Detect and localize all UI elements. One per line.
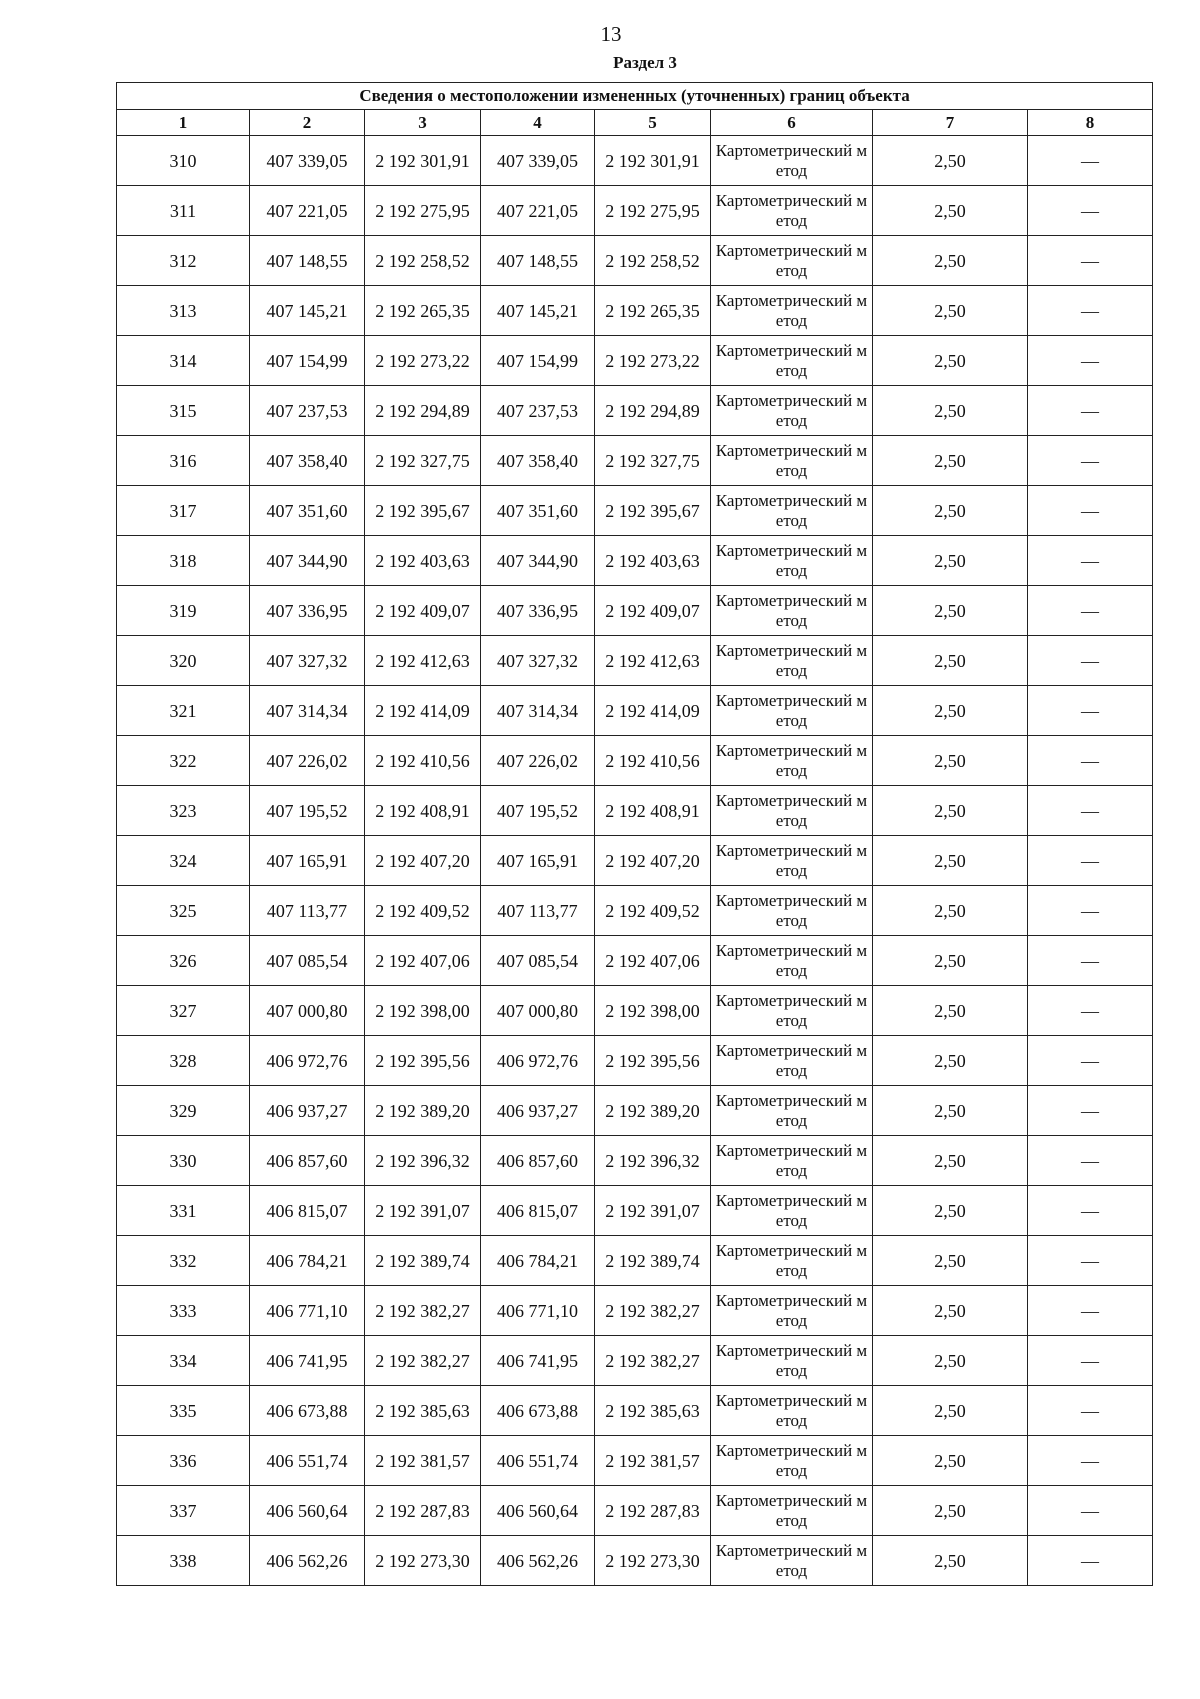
- x-existing-cell: 407 145,21: [250, 286, 365, 336]
- y-new-cell: 2 192 265,35: [595, 286, 711, 336]
- x-existing-cell: 407 154,99: [250, 336, 365, 386]
- y-existing-cell: 2 192 414,09: [365, 686, 481, 736]
- accuracy-cell: 2,50: [873, 586, 1028, 636]
- y-existing-cell: 2 192 407,20: [365, 836, 481, 886]
- method-cell: Картометрический метод: [711, 436, 873, 486]
- x-existing-cell: 407 344,90: [250, 536, 365, 586]
- y-existing-cell: 2 192 385,63: [365, 1386, 481, 1436]
- y-new-cell: 2 192 287,83: [595, 1486, 711, 1536]
- accuracy-cell: 2,50: [873, 636, 1028, 686]
- method-cell: Картометрический метод: [711, 336, 873, 386]
- y-existing-cell: 2 192 273,22: [365, 336, 481, 386]
- y-new-cell: 2 192 396,32: [595, 1136, 711, 1186]
- y-new-cell: 2 192 407,06: [595, 936, 711, 986]
- x-new-cell: 407 358,40: [481, 436, 595, 486]
- method-cell: Картометрический метод: [711, 886, 873, 936]
- accuracy-cell: 2,50: [873, 1336, 1028, 1386]
- x-new-cell: 407 226,02: [481, 736, 595, 786]
- x-existing-cell: 407 221,05: [250, 186, 365, 236]
- x-existing-cell: 406 815,07: [250, 1186, 365, 1236]
- point-number-cell: 326: [117, 936, 250, 986]
- point-number-cell: 331: [117, 1186, 250, 1236]
- column-header-4: 4: [481, 110, 595, 136]
- y-new-cell: 2 192 395,67: [595, 486, 711, 536]
- table-row: [117, 336, 1153, 386]
- method-cell: Картометрический метод: [711, 936, 873, 986]
- description-cell: —: [1028, 1086, 1153, 1136]
- point-number-cell: 336: [117, 1436, 250, 1486]
- method-cell: Картометрический метод: [711, 1136, 873, 1186]
- y-existing-cell: 2 192 275,95: [365, 186, 481, 236]
- table-row: [117, 736, 1153, 786]
- point-number-cell: 338: [117, 1536, 250, 1586]
- table-row: [117, 1136, 1153, 1186]
- table-row: [117, 286, 1153, 336]
- accuracy-cell: 2,50: [873, 286, 1028, 336]
- table-row: [117, 486, 1153, 536]
- column-header-6: 6: [711, 110, 873, 136]
- section-title: Раздел 3: [613, 53, 677, 72]
- x-new-cell: 406 972,76: [481, 1036, 595, 1086]
- table-body: [117, 136, 1153, 1586]
- x-new-cell: 406 771,10: [481, 1286, 595, 1336]
- point-number-cell: 325: [117, 886, 250, 936]
- x-existing-cell: 406 551,74: [250, 1436, 365, 1486]
- table-row: [117, 1286, 1153, 1336]
- point-number-cell: 335: [117, 1386, 250, 1436]
- point-number-cell: 324: [117, 836, 250, 886]
- x-new-cell: 406 741,95: [481, 1336, 595, 1386]
- method-cell: Картометрический метод: [711, 1436, 873, 1486]
- point-number-cell: 334: [117, 1336, 250, 1386]
- y-existing-cell: 2 192 381,57: [365, 1436, 481, 1486]
- method-cell: Картометрический метод: [711, 186, 873, 236]
- accuracy-cell: 2,50: [873, 686, 1028, 736]
- table-row: [117, 1436, 1153, 1486]
- x-new-cell: 407 237,53: [481, 386, 595, 436]
- method-cell: Картометрический метод: [711, 986, 873, 1036]
- x-new-cell: 407 145,21: [481, 286, 595, 336]
- x-new-cell: 406 551,74: [481, 1436, 595, 1486]
- y-new-cell: 2 192 395,56: [595, 1036, 711, 1086]
- x-new-cell: 407 165,91: [481, 836, 595, 886]
- y-new-cell: 2 192 389,74: [595, 1236, 711, 1286]
- table-row: [117, 1186, 1153, 1236]
- description-cell: —: [1028, 686, 1153, 736]
- point-number-cell: 329: [117, 1086, 250, 1136]
- accuracy-cell: 2,50: [873, 1186, 1028, 1236]
- y-existing-cell: 2 192 398,00: [365, 986, 481, 1036]
- accuracy-cell: 2,50: [873, 786, 1028, 836]
- x-new-cell: 407 314,34: [481, 686, 595, 736]
- x-new-cell: 407 195,52: [481, 786, 595, 836]
- x-existing-cell: 406 560,64: [250, 1486, 365, 1536]
- y-existing-cell: 2 192 396,32: [365, 1136, 481, 1186]
- method-cell: Картометрический метод: [711, 286, 873, 336]
- accuracy-cell: 2,50: [873, 1086, 1028, 1136]
- y-new-cell: 2 192 410,56: [595, 736, 711, 786]
- y-new-cell: 2 192 294,89: [595, 386, 711, 436]
- accuracy-cell: 2,50: [873, 1136, 1028, 1186]
- x-new-cell: 406 857,60: [481, 1136, 595, 1186]
- point-number-cell: 333: [117, 1286, 250, 1336]
- x-existing-cell: 406 673,88: [250, 1386, 365, 1436]
- point-number-cell: 310: [117, 136, 250, 186]
- table-row: [117, 886, 1153, 936]
- accuracy-cell: 2,50: [873, 1436, 1028, 1486]
- x-existing-cell: 407 195,52: [250, 786, 365, 836]
- method-cell: Картометрический метод: [711, 536, 873, 586]
- y-new-cell: 2 192 409,52: [595, 886, 711, 936]
- point-number-cell: 314: [117, 336, 250, 386]
- point-number-cell: 320: [117, 636, 250, 686]
- y-existing-cell: 2 192 258,52: [365, 236, 481, 286]
- x-new-cell: 406 937,27: [481, 1086, 595, 1136]
- method-cell: Картометрический метод: [711, 1086, 873, 1136]
- description-cell: —: [1028, 1286, 1153, 1336]
- x-existing-cell: 407 113,77: [250, 886, 365, 936]
- x-new-cell: 407 221,05: [481, 186, 595, 236]
- method-cell: Картометрический метод: [711, 1336, 873, 1386]
- point-number-cell: 327: [117, 986, 250, 1036]
- y-existing-cell: 2 192 408,91: [365, 786, 481, 836]
- description-cell: —: [1028, 1236, 1153, 1286]
- x-existing-cell: 406 562,26: [250, 1536, 365, 1586]
- method-cell: Картометрический метод: [711, 236, 873, 286]
- description-cell: —: [1028, 1486, 1153, 1536]
- point-number-cell: 323: [117, 786, 250, 836]
- x-existing-cell: 407 148,55: [250, 236, 365, 286]
- y-new-cell: 2 192 403,63: [595, 536, 711, 586]
- y-new-cell: 2 192 389,20: [595, 1086, 711, 1136]
- accuracy-cell: 2,50: [873, 836, 1028, 886]
- method-cell: Картометрический метод: [711, 636, 873, 686]
- y-existing-cell: 2 192 287,83: [365, 1486, 481, 1536]
- y-existing-cell: 2 192 389,20: [365, 1086, 481, 1136]
- y-new-cell: 2 192 327,75: [595, 436, 711, 486]
- y-new-cell: 2 192 273,22: [595, 336, 711, 386]
- description-cell: —: [1028, 1536, 1153, 1586]
- description-cell: —: [1028, 1036, 1153, 1086]
- accuracy-cell: 2,50: [873, 1286, 1028, 1336]
- x-existing-cell: 406 741,95: [250, 1336, 365, 1386]
- y-existing-cell: 2 192 391,07: [365, 1186, 481, 1236]
- point-number-cell: 321: [117, 686, 250, 736]
- description-cell: —: [1028, 886, 1153, 936]
- table-row: [117, 836, 1153, 886]
- description-cell: —: [1028, 586, 1153, 636]
- point-number-cell: 316: [117, 436, 250, 486]
- y-existing-cell: 2 192 409,52: [365, 886, 481, 936]
- y-new-cell: 2 192 398,00: [595, 986, 711, 1036]
- description-cell: —: [1028, 486, 1153, 536]
- accuracy-cell: 2,50: [873, 236, 1028, 286]
- description-cell: —: [1028, 936, 1153, 986]
- x-new-cell: 407 113,77: [481, 886, 595, 936]
- y-existing-cell: 2 192 395,56: [365, 1036, 481, 1086]
- x-new-cell: 407 085,54: [481, 936, 595, 986]
- x-new-cell: 407 344,90: [481, 536, 595, 586]
- description-cell: —: [1028, 536, 1153, 586]
- x-existing-cell: 406 937,27: [250, 1086, 365, 1136]
- point-number-cell: 328: [117, 1036, 250, 1086]
- accuracy-cell: 2,50: [873, 1536, 1028, 1586]
- accuracy-cell: 2,50: [873, 886, 1028, 936]
- method-cell: Картометрический метод: [711, 136, 873, 186]
- x-new-cell: 407 351,60: [481, 486, 595, 536]
- y-new-cell: 2 192 407,20: [595, 836, 711, 886]
- accuracy-cell: 2,50: [873, 536, 1028, 586]
- table-row: [117, 1336, 1153, 1386]
- description-cell: —: [1028, 1136, 1153, 1186]
- method-cell: Картометрический метод: [711, 386, 873, 436]
- y-new-cell: 2 192 414,09: [595, 686, 711, 736]
- method-cell: Картометрический метод: [711, 586, 873, 636]
- y-existing-cell: 2 192 403,63: [365, 536, 481, 586]
- y-existing-cell: 2 192 327,75: [365, 436, 481, 486]
- point-number-cell: 313: [117, 286, 250, 336]
- y-new-cell: 2 192 412,63: [595, 636, 711, 686]
- description-cell: —: [1028, 336, 1153, 386]
- y-existing-cell: 2 192 395,67: [365, 486, 481, 536]
- x-existing-cell: 407 351,60: [250, 486, 365, 536]
- table-row: [117, 1536, 1153, 1586]
- method-cell: Картометрический метод: [711, 836, 873, 886]
- column-header-5: 5: [595, 110, 711, 136]
- x-existing-cell: 406 784,21: [250, 1236, 365, 1286]
- table-row: [117, 1036, 1153, 1086]
- description-cell: —: [1028, 1436, 1153, 1486]
- y-new-cell: 2 192 273,30: [595, 1536, 711, 1586]
- table-row: [117, 986, 1153, 1036]
- point-number-cell: 332: [117, 1236, 250, 1286]
- y-new-cell: 2 192 391,07: [595, 1186, 711, 1236]
- x-new-cell: 406 560,64: [481, 1486, 595, 1536]
- method-cell: Картометрический метод: [711, 1536, 873, 1586]
- table-caption: Сведения о местоположении измененных (уточненных) границ объекта: [117, 83, 1153, 110]
- table-row: [117, 1086, 1153, 1136]
- point-number-cell: 322: [117, 736, 250, 786]
- table-row: [117, 136, 1153, 186]
- x-existing-cell: 407 314,34: [250, 686, 365, 736]
- table-row: [117, 586, 1153, 636]
- table-row: [117, 786, 1153, 836]
- x-existing-cell: 407 165,91: [250, 836, 365, 886]
- x-existing-cell: 407 358,40: [250, 436, 365, 486]
- description-cell: —: [1028, 186, 1153, 236]
- page-number: 13: [600, 22, 622, 46]
- column-header-8: 8: [1028, 110, 1153, 136]
- y-new-cell: 2 192 258,52: [595, 236, 711, 286]
- point-number-cell: 337: [117, 1486, 250, 1536]
- accuracy-cell: 2,50: [873, 186, 1028, 236]
- x-existing-cell: 407 339,05: [250, 136, 365, 186]
- accuracy-cell: 2,50: [873, 936, 1028, 986]
- table-row: [117, 1236, 1153, 1286]
- method-cell: Картометрический метод: [711, 736, 873, 786]
- y-existing-cell: 2 192 409,07: [365, 586, 481, 636]
- table-row: [117, 236, 1153, 286]
- description-cell: —: [1028, 1186, 1153, 1236]
- accuracy-cell: 2,50: [873, 136, 1028, 186]
- accuracy-cell: 2,50: [873, 986, 1028, 1036]
- description-cell: —: [1028, 236, 1153, 286]
- point-number-cell: 315: [117, 386, 250, 436]
- x-new-cell: 406 562,26: [481, 1536, 595, 1586]
- description-cell: —: [1028, 636, 1153, 686]
- y-new-cell: 2 192 382,27: [595, 1286, 711, 1336]
- description-cell: —: [1028, 1386, 1153, 1436]
- y-existing-cell: 2 192 294,89: [365, 386, 481, 436]
- table-row: [117, 186, 1153, 236]
- description-cell: —: [1028, 786, 1153, 836]
- x-existing-cell: 407 085,54: [250, 936, 365, 986]
- point-number-cell: 311: [117, 186, 250, 236]
- table-row: [117, 536, 1153, 586]
- y-new-cell: 2 192 408,91: [595, 786, 711, 836]
- x-existing-cell: 406 972,76: [250, 1036, 365, 1086]
- x-existing-cell: 407 000,80: [250, 986, 365, 1036]
- x-new-cell: 406 784,21: [481, 1236, 595, 1286]
- x-existing-cell: 406 771,10: [250, 1286, 365, 1336]
- x-new-cell: 406 673,88: [481, 1386, 595, 1436]
- x-new-cell: 407 154,99: [481, 336, 595, 386]
- point-number-cell: 317: [117, 486, 250, 536]
- column-header-3: 3: [365, 110, 481, 136]
- description-cell: —: [1028, 136, 1153, 186]
- table-row: [117, 386, 1153, 436]
- accuracy-cell: 2,50: [873, 486, 1028, 536]
- table-row: [117, 636, 1153, 686]
- description-cell: —: [1028, 286, 1153, 336]
- method-cell: Картометрический метод: [711, 1036, 873, 1086]
- method-cell: Картометрический метод: [711, 486, 873, 536]
- method-cell: Картометрический метод: [711, 1186, 873, 1236]
- method-cell: Картометрический метод: [711, 1486, 873, 1536]
- table-row: [117, 1386, 1153, 1436]
- x-existing-cell: 406 857,60: [250, 1136, 365, 1186]
- description-cell: —: [1028, 736, 1153, 786]
- column-header-7: 7: [873, 110, 1028, 136]
- x-existing-cell: 407 336,95: [250, 586, 365, 636]
- method-cell: Картометрический метод: [711, 1236, 873, 1286]
- description-cell: —: [1028, 836, 1153, 886]
- y-existing-cell: 2 192 301,91: [365, 136, 481, 186]
- point-number-cell: 330: [117, 1136, 250, 1186]
- x-existing-cell: 407 327,32: [250, 636, 365, 686]
- point-number-cell: 318: [117, 536, 250, 586]
- y-existing-cell: 2 192 412,63: [365, 636, 481, 686]
- y-existing-cell: 2 192 265,35: [365, 286, 481, 336]
- x-existing-cell: 407 237,53: [250, 386, 365, 436]
- point-number-cell: 319: [117, 586, 250, 636]
- column-header-row: [117, 110, 1153, 136]
- accuracy-cell: 2,50: [873, 1386, 1028, 1436]
- x-new-cell: 406 815,07: [481, 1186, 595, 1236]
- accuracy-cell: 2,50: [873, 736, 1028, 786]
- y-new-cell: 2 192 301,91: [595, 136, 711, 186]
- x-existing-cell: 407 226,02: [250, 736, 365, 786]
- table-row: [117, 1486, 1153, 1536]
- x-new-cell: 407 000,80: [481, 986, 595, 1036]
- description-cell: —: [1028, 1336, 1153, 1386]
- accuracy-cell: 2,50: [873, 1036, 1028, 1086]
- method-cell: Картометрический метод: [711, 1286, 873, 1336]
- description-cell: —: [1028, 436, 1153, 486]
- y-existing-cell: 2 192 407,06: [365, 936, 481, 986]
- method-cell: Картометрический метод: [711, 686, 873, 736]
- table-row: [117, 936, 1153, 986]
- y-existing-cell: 2 192 389,74: [365, 1236, 481, 1286]
- accuracy-cell: 2,50: [873, 1236, 1028, 1286]
- accuracy-cell: 2,50: [873, 1486, 1028, 1536]
- y-new-cell: 2 192 409,07: [595, 586, 711, 636]
- y-new-cell: 2 192 381,57: [595, 1436, 711, 1486]
- x-new-cell: 407 339,05: [481, 136, 595, 186]
- y-new-cell: 2 192 385,63: [595, 1386, 711, 1436]
- column-header-1: 1: [117, 110, 250, 136]
- y-new-cell: 2 192 275,95: [595, 186, 711, 236]
- y-new-cell: 2 192 382,27: [595, 1336, 711, 1386]
- x-new-cell: 407 148,55: [481, 236, 595, 286]
- method-cell: Картометрический метод: [711, 786, 873, 836]
- y-existing-cell: 2 192 382,27: [365, 1336, 481, 1386]
- accuracy-cell: 2,50: [873, 386, 1028, 436]
- description-cell: —: [1028, 986, 1153, 1036]
- y-existing-cell: 2 192 273,30: [365, 1536, 481, 1586]
- accuracy-cell: 2,50: [873, 336, 1028, 386]
- point-number-cell: 312: [117, 236, 250, 286]
- y-existing-cell: 2 192 410,56: [365, 736, 481, 786]
- method-cell: Картометрический метод: [711, 1386, 873, 1436]
- y-existing-cell: 2 192 382,27: [365, 1286, 481, 1336]
- boundary-coordinates-table: [116, 82, 1153, 1586]
- table-row: [117, 436, 1153, 486]
- accuracy-cell: 2,50: [873, 436, 1028, 486]
- table-row: [117, 686, 1153, 736]
- column-header-2: 2: [250, 110, 365, 136]
- x-new-cell: 407 327,32: [481, 636, 595, 686]
- x-new-cell: 407 336,95: [481, 586, 595, 636]
- description-cell: —: [1028, 386, 1153, 436]
